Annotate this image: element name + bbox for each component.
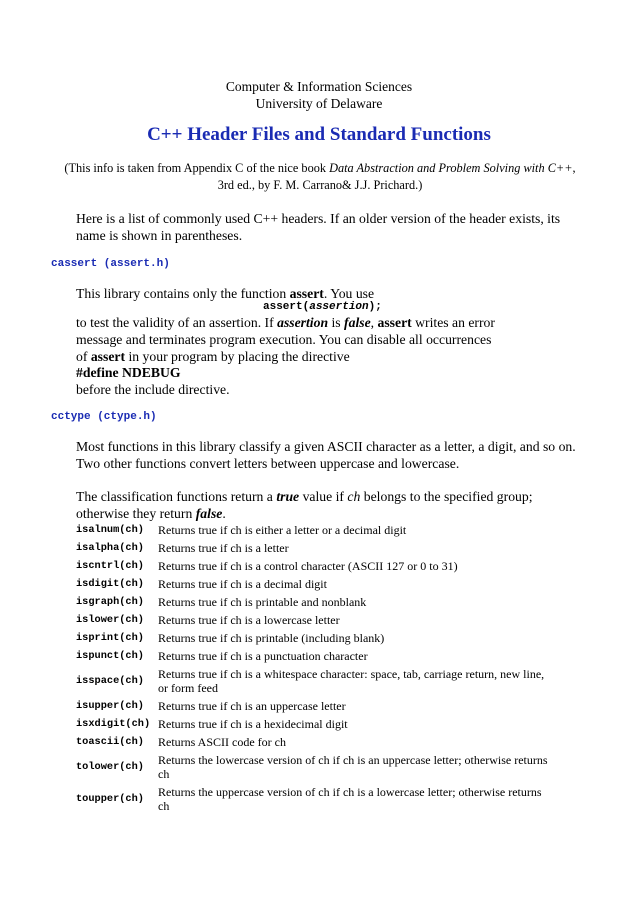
cassert-line-1 xyxy=(76,285,586,302)
function-description: Returns the lowercase version of ch if ch is an uppercase letter; otherwise returns ch xyxy=(158,753,548,781)
assert-keyword: assert xyxy=(289,286,324,301)
section-heading-cassert: cassert (assert.h) xyxy=(51,258,170,270)
function-name: isprint(ch) xyxy=(76,632,144,644)
table-row xyxy=(76,593,548,611)
function-name: isxdigit(ch) xyxy=(76,718,151,730)
table-row xyxy=(76,539,548,557)
cassert-text: of xyxy=(76,349,91,364)
cctype-paragraph-2 xyxy=(76,488,586,522)
cctype-text: value if xyxy=(299,489,348,504)
function-name: isspace(ch) xyxy=(76,675,144,687)
source-book-title: Data Abstraction and Problem Solving with C++ xyxy=(329,161,573,175)
source-note-pre: (This info is taken from Appendix C of the nice book xyxy=(64,161,330,175)
cctype-paragraph-1: Most functions in this library classify a given ASCII character as a letter, a digit, and so on. Two other functions convert letters between uppercase and lowercase. xyxy=(76,439,576,471)
table-row xyxy=(76,647,548,665)
code-arg: assertion xyxy=(309,301,369,313)
code-fn: assert( xyxy=(263,301,310,313)
function-description: Returns true if ch is a punctuation character xyxy=(158,649,368,663)
function-description: Returns the uppercase version of ch if ch is a lowercase letter; otherwise returns ch xyxy=(158,785,542,813)
assertion-term: assertion xyxy=(277,315,329,330)
function-name: iscntrl(ch) xyxy=(76,560,144,572)
function-name: islower(ch) xyxy=(76,614,144,626)
table-row xyxy=(76,733,548,751)
section-heading-cctype: cctype (ctype.h) xyxy=(51,411,157,423)
function-name: isalnum(ch) xyxy=(76,524,144,536)
cassert-text: , xyxy=(370,315,378,330)
cassert-text: . You use xyxy=(323,286,375,301)
function-name: isgraph(ch) xyxy=(76,596,144,608)
intro-paragraph: Here is a list of commonly used C++ headers. If an older version of the header exists, its name is shown in parentheses. xyxy=(76,211,561,243)
ctype-function-table xyxy=(76,521,548,815)
function-name: toascii(ch) xyxy=(76,736,144,748)
source-note xyxy=(60,160,580,194)
cassert-line-3: message and terminates program execution. You can disable all occurrences xyxy=(76,332,492,347)
code-end: ); xyxy=(368,301,382,313)
assert-keyword: assert xyxy=(90,349,126,364)
table-row xyxy=(76,783,548,815)
cassert-line-5: before the include directive. xyxy=(76,382,230,397)
institution-header xyxy=(0,78,638,112)
cassert-text: to test the validity of an assertion. If xyxy=(76,315,278,330)
function-description: Returns true if ch is a decimal digit xyxy=(158,577,327,591)
function-description: Returns true if ch is printable and nonblank xyxy=(158,595,367,609)
function-name: isdigit(ch) xyxy=(76,578,144,590)
cassert-text: in your program by placing the directive xyxy=(125,349,350,364)
table-row xyxy=(76,697,548,715)
function-name: isupper(ch) xyxy=(76,700,144,712)
function-description: Returns true if ch is a lowercase letter xyxy=(158,613,340,627)
cctype-text: . xyxy=(222,506,226,521)
university-name: University of Delaware xyxy=(255,96,383,111)
function-description: Returns true if ch is a whitespace character: space, tab, carriage return, new line, or form feed xyxy=(158,667,545,695)
cctype-text: The classification functions return a xyxy=(76,489,277,504)
function-description: Returns true if ch is a control character (ASCII 127 or 0 to 31) xyxy=(158,559,458,573)
table-row xyxy=(76,557,548,575)
ndebug-directive: #define NDEBUG xyxy=(76,365,181,380)
assert-code-sample xyxy=(263,301,382,313)
cctype-text: belongs to the specified group; otherwise they return xyxy=(76,489,533,521)
table-row xyxy=(76,611,548,629)
function-name: tolower(ch) xyxy=(76,761,144,773)
ch-term: ch xyxy=(347,489,361,504)
cassert-line-2 xyxy=(76,314,586,331)
cassert-line-4 xyxy=(76,348,586,365)
function-description: Returns true if ch is either a letter or a decimal digit xyxy=(158,523,407,537)
page-title: C++ Header Files and Standard Functions xyxy=(147,124,491,145)
department-name: Computer & Information Sciences xyxy=(225,79,413,94)
function-description: Returns true if ch is a hexidecimal digit xyxy=(158,717,348,731)
table-row xyxy=(76,715,548,733)
function-name: ispunct(ch) xyxy=(76,650,144,662)
function-description: Returns true if ch is an uppercase letter xyxy=(158,699,346,713)
table-row xyxy=(76,751,548,783)
table-row xyxy=(76,575,548,593)
cassert-text: is xyxy=(328,315,345,330)
assert-keyword: assert xyxy=(377,315,412,330)
source-note-post: , 3rd ed., by F. M. Carrano& J.J. Prichard.) xyxy=(217,161,576,192)
cassert-text: This library contains only the function xyxy=(76,286,290,301)
false-term: false xyxy=(195,506,223,521)
true-term: true xyxy=(276,489,300,504)
function-description: Returns true if ch is a letter xyxy=(158,541,289,555)
table-row xyxy=(76,665,548,697)
function-name: isalpha(ch) xyxy=(76,542,144,554)
function-description: Returns true if ch is printable (including blank) xyxy=(158,631,385,645)
table-row xyxy=(76,629,548,647)
function-description: Returns ASCII code for ch xyxy=(158,735,286,749)
table-row xyxy=(76,521,548,539)
function-name: toupper(ch) xyxy=(76,793,144,805)
false-term: false xyxy=(344,315,371,330)
cassert-text: writes an error xyxy=(411,315,495,330)
